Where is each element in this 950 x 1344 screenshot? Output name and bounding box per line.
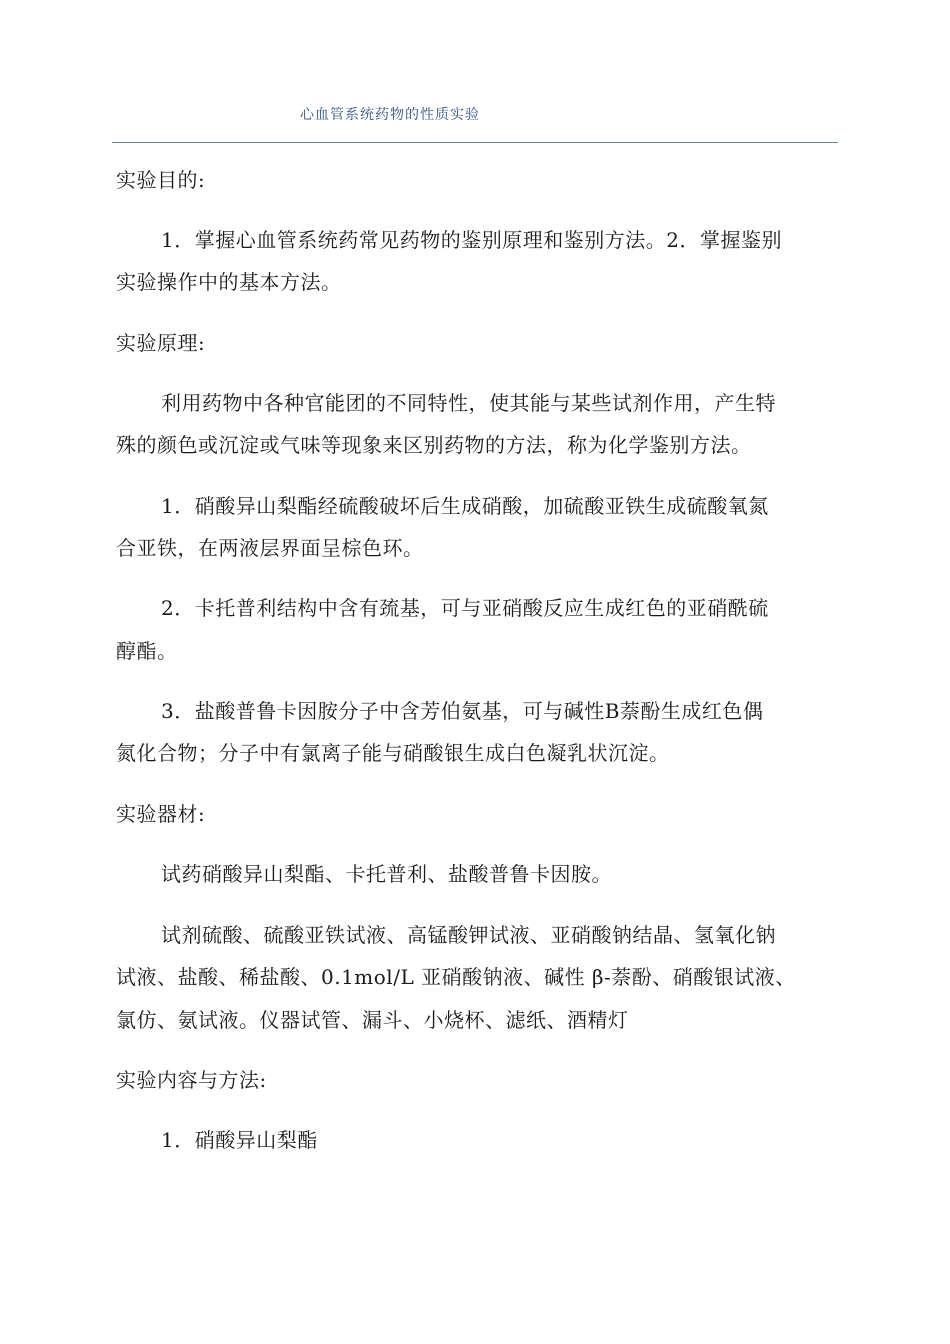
- principle-item-3-line-2: 氮化合物；分子中有氯离子能与硝酸银生成白色凝乳状沉淀。: [116, 741, 670, 765]
- purpose-text-line-1: 1．掌握心血管系统药常见药物的鉴别原理和鉴别方法。2．掌握鉴别: [161, 228, 782, 252]
- principle-item-2-line-1: 2．卡托普利结构中含有巯基，可与亚硝酸反应生成红色的亚硝酰硫: [161, 596, 769, 620]
- section-heading-principle: 实验原理:: [116, 331, 206, 355]
- section-heading-purpose: 实验目的:: [116, 168, 206, 192]
- principle-text-line-1: 利用药物中各种官能团的不同特性，使其能与某些试剂作用，产生特: [161, 391, 776, 415]
- header-divider: [112, 142, 838, 143]
- section-heading-methods: 实验内容与方法:: [116, 1068, 267, 1092]
- principle-item-3-line-1: 3．盐酸普鲁卡因胺分子中含芳伯氨基，可与碱性Β萘酚生成红色偶: [161, 699, 764, 723]
- materials-reagents-line-3: 氯仿、氨试液。仪器试管、漏斗、小烧杯、滤纸、酒精灯: [116, 1008, 629, 1032]
- principle-item-2-line-2: 醇酯。: [116, 639, 178, 663]
- page-header-title: 心血管系统药物的性质实验: [300, 107, 480, 123]
- purpose-text-line-2: 实验操作中的基本方法。: [116, 270, 342, 294]
- principle-item-1-line-2: 合亚铁，在两液层界面呈棕色环。: [116, 536, 424, 560]
- methods-item-1: 1．硝酸异山梨酯: [161, 1128, 318, 1152]
- materials-reagents-line-1: 试剂硫酸、硫酸亚铁试液、高锰酸钾试液、亚硝酸钠结晶、氢氧化钠: [161, 923, 776, 947]
- materials-reagents-line-2: 试液、盐酸、稀盐酸、0.1mol/L 亚硝酸钠液、碱性 β-萘酚、硝酸银试液、: [116, 965, 796, 989]
- section-heading-materials: 实验器材:: [116, 802, 206, 826]
- principle-text-line-2: 殊的颜色或沉淀或气味等现象来区别药物的方法，称为化学鉴别方法。: [116, 433, 752, 457]
- principle-item-1-line-1: 1．硝酸异山梨酯经硫酸破坏后生成硝酸，加硫酸亚铁生成硫酸氧氮: [161, 494, 769, 518]
- materials-drugs-line: 试药硝酸异山梨酯、卡托普利、盐酸普鲁卡因胺。: [161, 862, 612, 886]
